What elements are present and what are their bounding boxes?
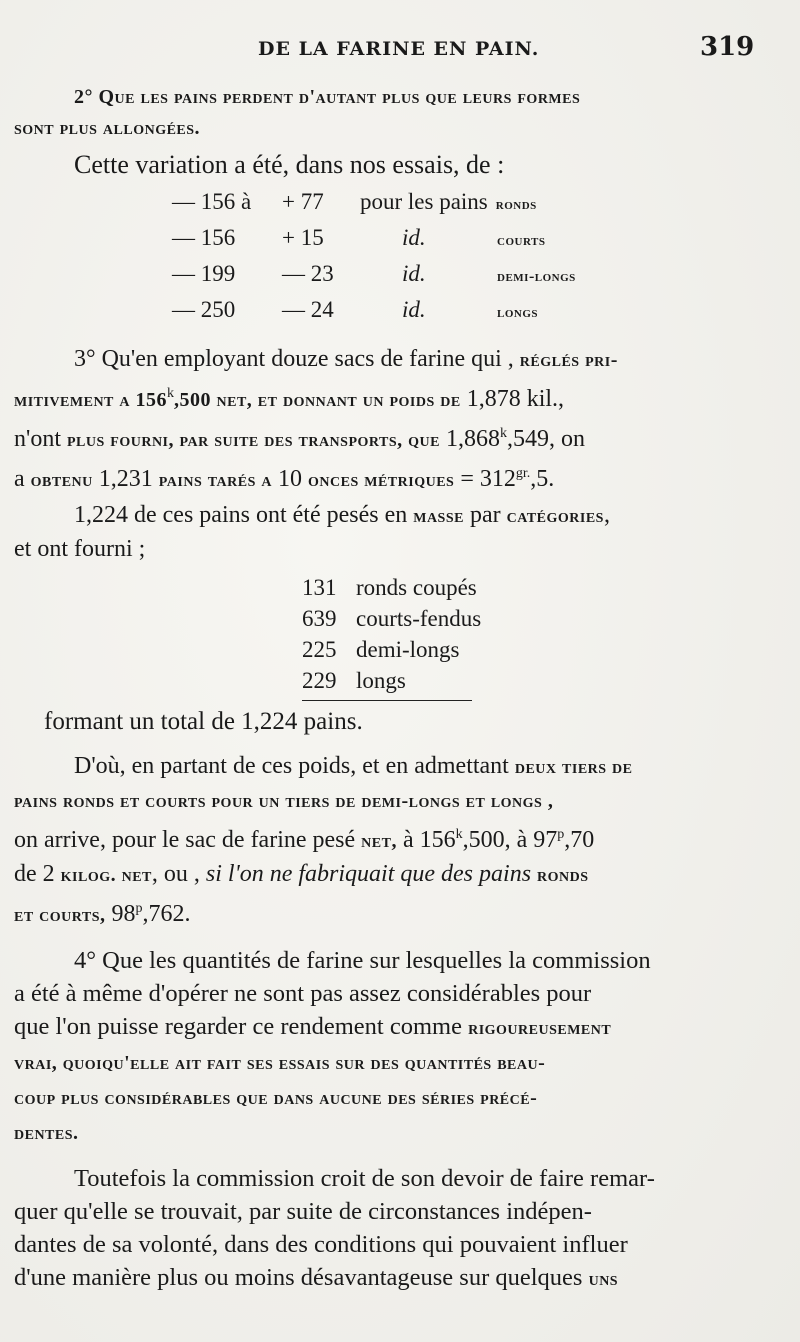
- variation-b: — 23: [282, 261, 334, 286]
- variation-b: — 24: [282, 297, 334, 322]
- p3-text: 3° Qu'en employant douze sacs de farine qui ,: [74, 346, 514, 372]
- p6-smallcaps: pains ronds et courts pour un tiers de demi-longs et longs ,: [14, 790, 554, 812]
- p6-smallcaps: et courts,: [14, 904, 106, 926]
- count-row: [302, 665, 758, 696]
- count-label: ronds coupés: [356, 575, 477, 600]
- p4-smallcaps: masse: [413, 505, 464, 527]
- p7-smallcaps: coup plus considérables que dans aucune des séries précé-: [14, 1087, 538, 1109]
- p7-text: a été à même d'opérer ne sont pas assez considérables pour: [14, 980, 592, 1007]
- p6-sup: p: [135, 901, 143, 916]
- p3-text: n'ont: [14, 426, 61, 452]
- p4-text: par: [469, 502, 501, 528]
- count-label: longs: [356, 668, 406, 693]
- p6-smallcaps: deux tiers de: [514, 756, 633, 778]
- paragraph-point-4: [14, 944, 758, 1150]
- variation-c: [402, 257, 497, 290]
- variation-row: [172, 185, 758, 221]
- p3-text: a: [14, 466, 25, 492]
- p6-text: ,500, à 97: [462, 827, 558, 853]
- p6-smallcaps: net,: [361, 830, 397, 852]
- variation-b: + 77: [282, 189, 324, 214]
- variation-d: ronds: [495, 196, 537, 213]
- variation-b: + 15: [282, 225, 324, 250]
- p6-text: , ou ,: [151, 861, 200, 887]
- p3-text: 10: [278, 466, 303, 492]
- paragraph-point-3: [14, 343, 758, 497]
- count-number: 225: [302, 637, 337, 662]
- p4-smallcaps: catégories: [506, 505, 604, 527]
- p6-text: D'où, en partant de ces poids, et en admettant: [74, 753, 509, 779]
- p6-italic: si l'on ne fabriquait que des pains: [205, 861, 532, 887]
- p3-sup: k: [167, 386, 175, 401]
- p3-smallcaps: obtenu: [30, 469, 93, 491]
- variation-c-italic: id.: [402, 297, 426, 322]
- p6-text: ,762.: [142, 901, 191, 927]
- variation-c-italic: id.: [402, 261, 426, 286]
- p8-smallcaps: uns: [588, 1268, 619, 1290]
- point-2-line-1: 2° Que les pains perdent d'autant plus que leurs formes: [74, 86, 581, 108]
- p7-text: que l'on puisse regarder ce rendement comme: [14, 1013, 462, 1040]
- paragraph-point-2: [14, 82, 758, 144]
- variation-c: [402, 293, 497, 326]
- p6-smallcaps: kilog. net: [60, 864, 152, 886]
- p3-sup: k: [499, 426, 507, 441]
- p7-smallcaps: rigoureusement: [468, 1017, 612, 1039]
- p3-text: = 312: [460, 466, 516, 492]
- p6-text: 98: [111, 901, 136, 927]
- count-number: 639: [302, 606, 337, 631]
- variation-a: — 250: [172, 297, 236, 322]
- p6-text: ,70: [564, 827, 595, 853]
- p3-smallcaps: plus fourni, par suite des transports, que: [67, 429, 440, 451]
- point-2-line-2: sont plus allongées.: [14, 117, 201, 139]
- variation-a: — 156 à: [172, 189, 252, 214]
- variation-table: [172, 185, 758, 329]
- p8-text: quer qu'elle se trouvait, par suite de circonstances indépen-: [14, 1198, 592, 1225]
- p3-text: 1,878 kil.,: [466, 386, 565, 412]
- p7-smallcaps: vrai, quoiqu'elle ait fait ses essais sur des quantités beau-: [14, 1052, 546, 1074]
- p4-text: 1,224 de ces pains ont été pesés en: [74, 502, 408, 528]
- total-text: formant un total de 1,224 pains.: [44, 708, 363, 735]
- p3-smallcaps: pains tarés a: [158, 469, 273, 491]
- p7-smallcaps: dentes.: [14, 1122, 79, 1144]
- count-row: [302, 572, 758, 603]
- counts-list: [302, 572, 758, 696]
- variation-d: courts: [497, 232, 546, 249]
- count-row: [302, 603, 758, 634]
- count-number: 131: [302, 575, 337, 600]
- p8-text: d'une manière plus ou moins désavantageuse sur quelques: [14, 1264, 583, 1291]
- p3-text: 1,231: [98, 466, 153, 492]
- count-label: demi-longs: [356, 637, 460, 662]
- body-text: [14, 82, 758, 1296]
- variation-row: [172, 293, 758, 329]
- p3-text: ,549, on: [506, 426, 585, 452]
- paragraph-weighing: [14, 499, 758, 566]
- paragraph-variation-intro: [44, 148, 758, 181]
- p6-text: de 2: [14, 861, 55, 887]
- page-number: 319: [700, 32, 755, 62]
- count-label: courts-fendus: [356, 606, 482, 631]
- paragraph-total: [44, 705, 758, 738]
- variation-row: [172, 257, 758, 293]
- p3-text: ,5.: [530, 466, 555, 492]
- variation-intro-text: Cette variation a été, dans nos essais, de :: [74, 150, 505, 179]
- p8-text: Toutefois la commission croit de son devoir de faire remar-: [74, 1165, 655, 1192]
- p6-sup: k: [455, 827, 463, 842]
- variation-a: — 156: [172, 225, 236, 250]
- page-header: [0, 30, 800, 70]
- variation-a: — 199: [172, 261, 236, 286]
- count-row: [302, 634, 758, 665]
- variation-c: pour les pains: [360, 189, 488, 214]
- paragraph-result: [14, 750, 758, 932]
- running-head: DE LA FARINE EN PAIN.: [258, 38, 540, 60]
- p3-smallcaps: onces métriques: [308, 469, 455, 491]
- p3-smallcaps: ,500 net, et donnant un poids de: [174, 389, 461, 411]
- variation-row: [172, 221, 758, 257]
- sum-rule: [302, 700, 472, 701]
- p8-text: dantes de sa volonté, dans des conditions qui pouvaient influer: [14, 1231, 628, 1258]
- variation-c-italic: id.: [402, 225, 426, 250]
- paragraph-however: [14, 1162, 758, 1296]
- p3-smallcaps: mitivement a 156: [14, 389, 168, 411]
- p4-text: ,: [603, 502, 610, 528]
- variation-d: longs: [497, 304, 539, 321]
- variation-d: demi-longs: [497, 268, 576, 285]
- count-number: 229: [302, 668, 337, 693]
- p3-text: 1,868: [445, 426, 500, 452]
- p7-text: 4° Que les quantités de farine sur lesquelles la commission: [74, 947, 651, 974]
- p6-text: on arrive, pour le sac de farine pesé: [14, 827, 356, 853]
- variation-c: [402, 221, 497, 254]
- p3-smallcaps: réglés pri-: [519, 349, 618, 371]
- p6-text: à 156: [402, 827, 456, 853]
- p6-sup: p: [557, 827, 565, 842]
- p4-text: et ont fourni ;: [14, 536, 146, 562]
- p6-smallcaps: ronds: [537, 864, 589, 886]
- p3-sup: gr.: [515, 466, 531, 481]
